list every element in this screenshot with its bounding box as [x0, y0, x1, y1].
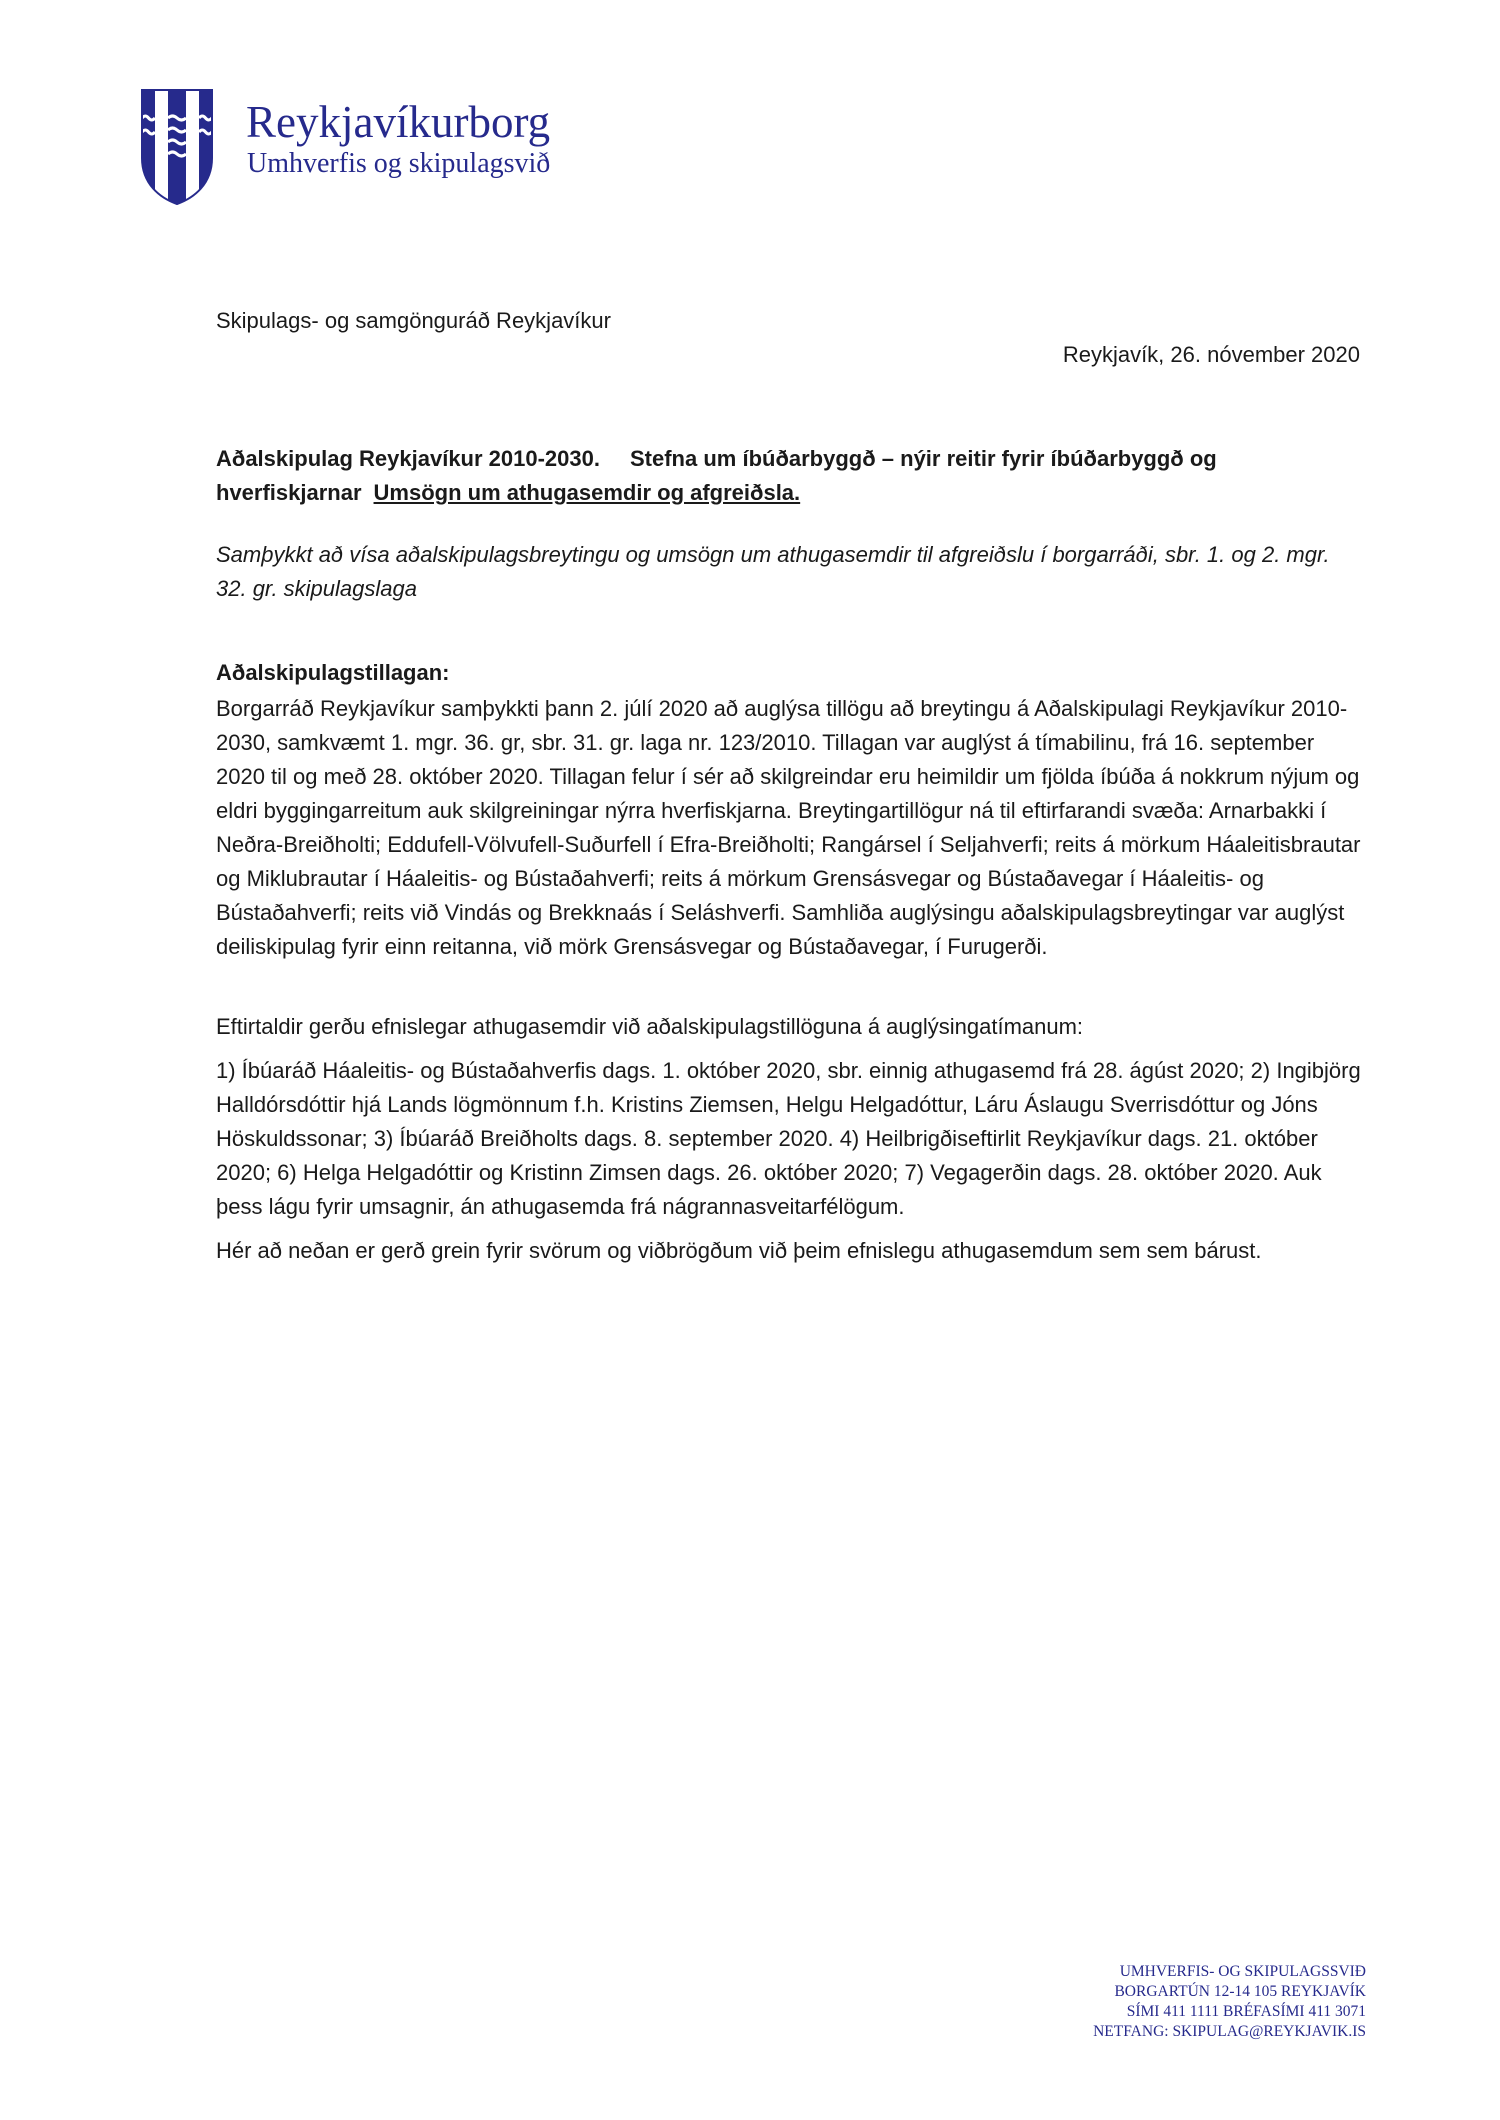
coat-of-arms-logo	[140, 88, 214, 206]
footer-email: NETFANG: SKIPULAG@REYKJAVIK.IS	[1093, 2023, 1366, 2040]
recipient: Skipulags- og samgönguráð Reykjavíkur	[216, 308, 611, 333]
paragraph-comments-intro: Eftirtaldir gerðu efnislegar athugasemdir við aðalskipulagstillöguna á auglýsingatímanum:	[216, 1014, 1084, 1039]
footer-street: BORGARTÚN 12-14 105 REYKJAVÍK	[1114, 1983, 1366, 2000]
letterhead	[140, 88, 660, 208]
paragraph-closing: Hér að neðan er gerð grein fyrir svörum og viðbrögðum við þeim efnislegu athugasemdum sem sem bárust.	[216, 1238, 1262, 1263]
title-plan-name: Aðalskipulag Reykjavíkur 2010-2030.	[216, 446, 600, 471]
paragraph-proposal: Borgarráð Reykjavíkur samþykkti þann 2. júlí 2020 að auglýsa tillögu að breytingu á Aðalskipulagi Reykjavíkur 2010-2030, samkvæmt 1. mgr. 36. gr, sbr. 31. gr. laga nr. 123/2010. Tillagan var auglýst á tímabilinu, frá 16. september 2020 til og með 28. október 2020. Tillagan felur í sér að skilgreindar eru heimildir um fjölda íbúða á nokkrum nýjum og eldri byggingarreitum auk skilgreiningar nýrra hverfiskjarna. Breytingartillögur ná til eftirfarandi svæða: Arnarbakki í Neðra-Breiðholti; Eddufell-Völvufell-Suðurfell í Efra-Breiðholti; Rangársel í Seljahverfi; reits á mörkum Háaleitisbrautar og Miklubrautar í Háaleitis- og Bústaðahverfi; reits á mörkum Grensásvegar og Bústaðavegar í Háaleitis- og Bústaðahverfi; reits við Vindás og Brekknaás í Seláshverfi. Samhliða auglýsingu aðalskipulagsbreytingar var auglýst deiliskipulag fyrir einn reitanna, við mörk Grensásvegar og Bústaðavegar, í Furugerði.	[216, 696, 1361, 959]
title-subject: Umsögn um athugasemdir og afgreiðsla.	[373, 480, 801, 505]
approval-note: Samþykkt að vísa aðalskipulagsbreytingu og umsögn um athugasemdir til afgreiðslu í borgarráði, sbr. 1. og 2. mgr. 32. gr. skipulagslaga	[216, 542, 1330, 601]
footer-address	[1093, 1962, 1366, 2042]
footer-department: UMHVERFIS- OG SKIPULAGSSVIÐ	[1119, 1963, 1366, 1980]
letter-title	[216, 442, 1366, 510]
section-heading: Aðalskipulagstillagan:	[216, 660, 450, 685]
organization-name: Reykjavíkurborg	[246, 97, 551, 147]
footer-phone: SÍMI 411 1111 BRÉFASÍMI 411 3071	[1126, 2003, 1366, 2020]
letter-date: Reykjavík, 26. nóvember 2020	[1062, 342, 1360, 367]
letter-body	[216, 304, 1366, 1268]
title-policy: Stefna um íbúðarbyggð – nýir reitir fyrir íbúðarbyggð og hverfiskjarnar	[216, 446, 1217, 505]
department-name: Umhverfis og skipulagsvið	[247, 148, 551, 179]
paragraph-comments-list: 1) Íbúaráð Háaleitis- og Bústaðahverfis dags. 1. október 2020, sbr. einnig athugasemd frá 28. ágúst 2020; 2) Ingibjörg Halldórsdóttir hjá Lands lögmönnum f.h. Kristins Ziemsen, Helgu Helgadóttur, Láru Áslaugu Sverrisdóttur og Jóns Höskuldssonar; 3) Íbúaráð Breiðholts dags. 8. september 2020. 4) Heilbrigðiseftirlit Reykjavíkur dags. 21. október 2020; 6) Helga Helgadóttir og Kristinn Zimsen dags. 26. október 2020; 7) Vegagerðin dags. 28. október 2020. Auk þess lágu fyrir umsagnir, án athugasemda frá nágrannasveitarfélögum.	[216, 1058, 1361, 1219]
